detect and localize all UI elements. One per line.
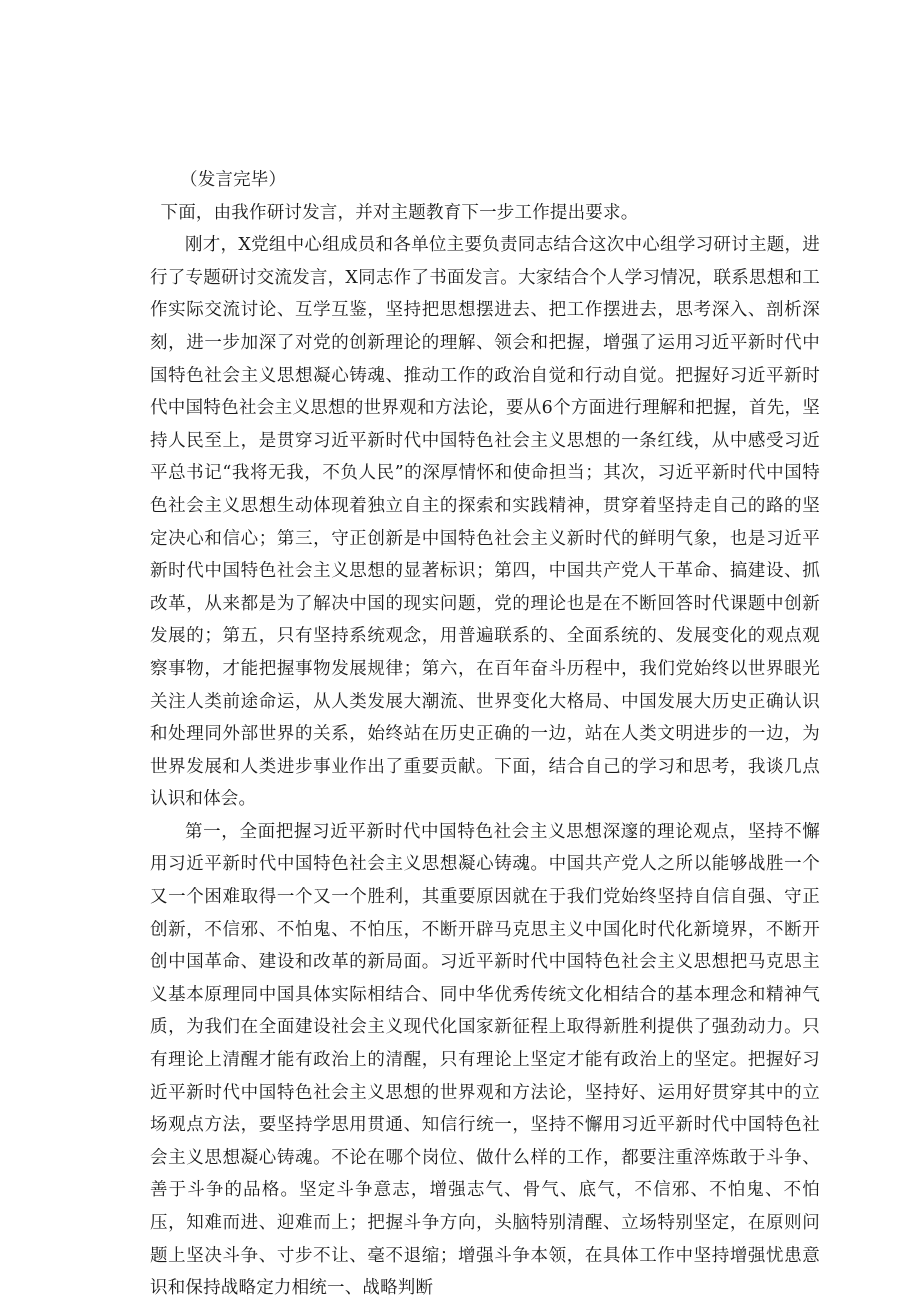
body-paragraph-2: 第一，全面把握习近平新时代中国特色社会主义思想深邃的理论观点，坚持不懈用习近平新时代中国特色社会主义思想凝心铸魂。中国共产党人之所以能够战胜一个又一个困难取得一个又一个胜利，其重要原因就在于我们党始终坚持自信自强、守正创新，不信邪、不怕鬼、不怕压，不断开辟马克思主义中国化时代化新境界，不断开创中国革命、建设和改革的新局面。习近平新时代中国特色社会主义思想把马克思主义基本原理同中国具体实际相结合、同中华优秀传统文化相结合的基本理念和精神气质，为我们在全面建设社会主义现代化国家新征程上取得新胜利提供了强劲动力。只有理论上清醒才能有政治上的清醒，只有理论上坚定才能有政治上的坚定。把握好习近平新时代中国特色社会主义思想的世界观和方法论，坚持好、运用好贯穿其中的立场观点方法，要坚持学思用贯通、知信行统一，坚持不懈用习近平新时代中国特色社会主义思想凝心铸魂。不论在哪个岗位、做什么样的工作，都要注重淬炼敢于斗争、善于斗争的品格。坚定斗争意志，增强志气、骨气、底气，不信邪、不怕鬼、不怕压，知难而进、迎难而上；把握斗争方向，头脑特别清醒、立场特别坚定，在原则问题上坚决斗争、寸步不让、毫不退缩；增强斗争本领，在具体工作中坚持增强忧患意识和保持战略定力相统一、战略判断 — [150, 821, 820, 1299]
body-paragraph-1: 刚才，X党组中心组成员和各单位主要负责同志结合这次中心组学习研讨主题，进行了专题研讨交流发言，X同志作了书面发言。大家结合个人学习情况，联系思想和工作实际交流讨论、互学互鉴，坚持把思想摆进去、把工作摆进去，思考深入、剖析深刻，进一步加深了对党的创新理论的理解、领会和把握，增强了运用习近平新时代中国特色社会主义思想凝心铸魂、推动工作的政治自觉和行动自觉。把握好习近平新时代中国特色社会主义思想的世界观和方法论，要从6个方面进行理解和把握，首先，坚持人民至上，是贯穿习近平新时代中国特色社会主义思想的一条红线，从中感受习近平总书记“我将无我，不负人民”的深厚情怀和使命担当；其次，习近平新时代中国特色社会主义思想生动体现着独立自主的探索和实践精神，贯穿着坚持走自己的路的坚定决心和信心；第三，守正创新是中国特色社会主义新时代的鲜明气象，也是习近平新时代中国特色社会主义思想的显著标识；第四，中国共产党人干革命、搞建设、抓改革，从来都是为了解决中国的现实问题，党的理论也是在不断回答时代课题中创新发展的；第五，只有坚持系统观念，用普遍联系的、全面系统的、发展变化的观点观察事物，才能把握事物发展规律；第六，在百年奋斗历程中，我们党始终以世界眼光关注人类前途命运，从人类发展大潮流、世界变化大格局、中国发展大历史正确认识和处理同外部世界的关系，始终站在历史正确的一边，站在人类文明进步的一边，为世界发展和人类进步事业作出了重要贡献。下面，结合自己的学习和思考，我谈几点认识和体会。 — [150, 235, 820, 810]
intro-paragraph: 下面，由我作研讨发言，并对主题教育下一步工作提出要求。 — [160, 202, 639, 223]
document-body — [150, 164, 820, 1305]
closing-note: （发言完毕） — [180, 170, 287, 190]
